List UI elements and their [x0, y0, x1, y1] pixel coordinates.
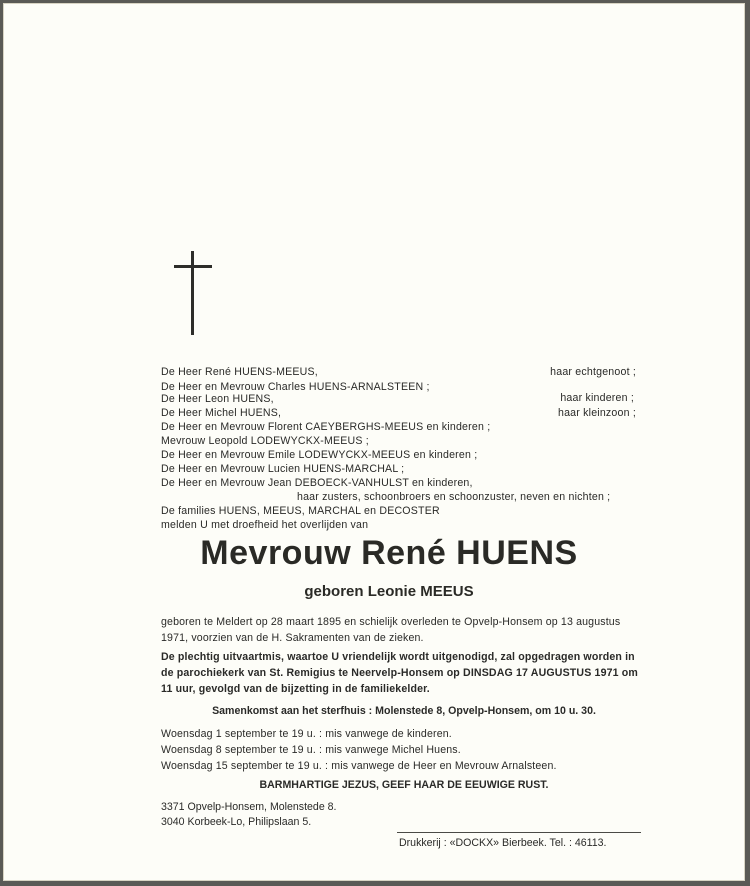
- relation-children: haar kinderen ;: [560, 392, 634, 404]
- gathering-text: Samenkomst aan het sterfhuis : Molenstede 8, Opvelp-Honsem, om 10 u. 30.: [212, 705, 596, 717]
- family-line: De Heer en Mevrouw Lucien HUENS-MARCHAL ;: [161, 463, 405, 475]
- family-line: De Heer en Mevrouw Florent CAEYBERGHS-MEEUS en kinderen ;: [161, 421, 491, 433]
- mass-item: Woensdag 1 september te 19 u. : mis vanwege de kinderen.: [161, 728, 452, 740]
- masses-list: [161, 726, 641, 774]
- family-line: De Heer en Mevrouw Emile LODEWYCKX-MEEUS en kinderen ;: [161, 449, 478, 461]
- family-line: melden U met droefheid het overlijden van: [161, 519, 369, 531]
- family-line: haar zusters, schoonbroers en schoonzuster, neven en nichten ;: [297, 491, 611, 503]
- address-line: 3371 Opvelp-Honsem, Molenstede 8.: [161, 801, 337, 813]
- cross-icon: [174, 251, 212, 335]
- relation-spouse: haar echtgenoot ;: [550, 366, 636, 378]
- memorial-card: [3, 3, 745, 881]
- divider: [397, 832, 641, 833]
- relation-grandson: haar kleinzoon ;: [558, 407, 636, 419]
- prayer-text: BARMHARTIGE JEZUS, GEEF HAAR DE EEUWIGE RUST.: [259, 779, 549, 791]
- family-line: De Heer Leon HUENS,: [161, 393, 274, 405]
- birth-death-text: geboren te Meldert op 28 maart 1895 en schielijk overleden te Opvelp-Honsem op 13 augustus 1971, voorzien van de H. Sakramenten van de zieken.: [161, 616, 621, 644]
- printer-credit: Drukkerij : «DOCKX» Bierbeek. Tel. : 46113.: [399, 837, 607, 849]
- mass-item: Woensdag 8 september te 19 u. : mis vanwege Michel Huens.: [161, 744, 461, 756]
- family-line: De Heer Michel HUENS,: [161, 407, 282, 419]
- family-line: De families HUENS, MEEUS, MARCHAL en DECOSTER: [161, 505, 440, 517]
- funeral-text: De plechtig uitvaartmis, waartoe U vriendelijk wordt uitgenodigd, zal opgedragen worden in de parochiekerk van St. Remigius te Neervelp-Honsem op DINSDAG 17 AUGUSTUS 1971 om 11 uur, gevolgd van de bijzetting in de familiekelder.: [161, 651, 638, 695]
- family-line: De Heer en Mevrouw Jean DEBOECK-VANHULST en kinderen,: [161, 477, 473, 489]
- mass-item: Woensdag 15 september te 19 u. : mis vanwege de Heer en Mevrouw Arnalsteen.: [161, 760, 557, 772]
- address-line: 3040 Korbeek-Lo, Philipslaan 5.: [161, 816, 312, 828]
- family-line: De Heer en Mevrouw Charles HUENS-ARNALSTEEN ;: [161, 381, 430, 393]
- maiden-name: geboren Leonie MEEUS: [304, 583, 474, 600]
- family-line: Mevrouw Leopold LODEWYCKX-MEEUS ;: [161, 435, 369, 447]
- deceased-name: Mevrouw René HUENS: [200, 534, 578, 572]
- family-line: De Heer René HUENS-MEEUS,: [161, 366, 318, 378]
